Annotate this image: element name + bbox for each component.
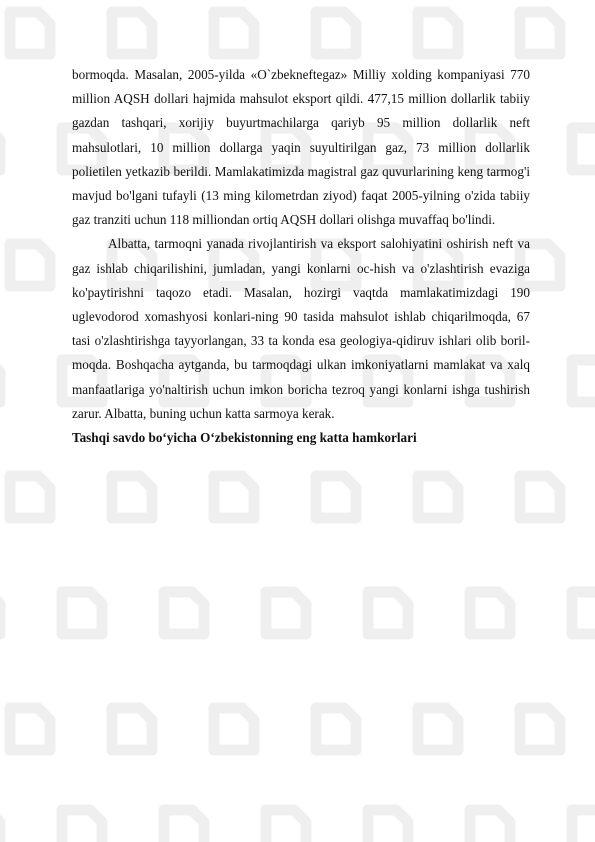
document-watermark-icon — [62, 592, 102, 634]
section-heading: Tashqi savdo bo‘yicha O‘zbekistonning eng katta hamkorlari — [72, 430, 417, 446]
document-watermark-icon — [112, 708, 152, 750]
document-watermark-icon — [470, 592, 510, 634]
document-watermark-icon — [266, 592, 306, 634]
document-watermark-icon — [418, 12, 458, 54]
document-watermark-icon — [520, 708, 560, 750]
body-paragraph-2: Albatta, tarmoqni yanada rivojlantirish va eksport salohiyatini oshirish neft va gaz ishlab chiqarilishini, jumladan, yangi konlarni oc-hish va o'zlashtirish evaziga ko'paytirishni taqozo etadi. Masalan, hozirgi vaqtda mamlakatimizdagi 190 uglevodorod xomashyosi konlari-ning 90 tasida mahsulot ishlab chiqarilmoqda, 67 tasi o'zlashtirishga tayyorlangan, 33 ta konda esa geologiya-qidiruv ishlari olib boril-moqda. Boshqacha aytganda, bu tarmoqdagi ulkan imkoniyatlarni mamlakat va xalq manfaatlariga yo'naltirish uchun imkon boricha tezroq yangi konlarni ishga tushirish zarur. Albatta, buning uchun katta sarmoya kerak. — [72, 236, 530, 421]
document-watermark-icon — [10, 12, 50, 54]
document-watermark-icon — [572, 810, 595, 842]
document-watermark-icon — [520, 12, 560, 54]
document-watermark-icon — [10, 476, 50, 518]
document-watermark-icon — [316, 708, 356, 750]
document-watermark-icon — [572, 360, 595, 402]
document-watermark-icon — [62, 810, 102, 842]
document-watermark-icon — [418, 476, 458, 518]
document-watermark-icon — [316, 476, 356, 518]
document-watermark-icon — [214, 12, 254, 54]
document-watermark-icon — [10, 708, 50, 750]
body-paragraph-1: bormoqda. Masalan, 2005-yilda «O`zbekneftegaz» Milliy xolding kompaniyasi 770 million AQSH dollari hajmida mahsulot eksport qildi. 477,15 million dollarlik tabiiy gazdan tashqari, xorijiy buyurtmachilarga qariyb 95 million dollarlik neft mahsulotlari, 10 million dollarga yaqin suyultirilgan gaz, 73 million dollarlik polietilen yetkazib berildi. Mamlakatimizda magistral gaz quvurlarining keng tarmog'i mavjud bo'lgani tufayli (13 ming kilometrdan ziyod) faqat 2005-yilning o'zida tabiiy gaz tranziti uchun 118 milliondan ortiq AQSH dollari olishga muvaffaq bo'lindi. — [72, 67, 530, 228]
document-watermark-icon — [112, 476, 152, 518]
document-watermark-icon — [470, 810, 510, 842]
document-watermark-icon — [572, 592, 595, 634]
document-watermark-icon — [214, 708, 254, 750]
document-watermark-icon — [164, 592, 204, 634]
document-watermark-icon — [214, 476, 254, 518]
document-watermark-icon — [572, 128, 595, 170]
document-watermark-icon — [10, 244, 50, 286]
document-watermark-icon — [418, 708, 458, 750]
document-watermark-icon — [368, 592, 408, 634]
document-watermark-icon — [164, 810, 204, 842]
document-watermark-icon — [112, 12, 152, 54]
document-watermark-icon — [316, 12, 356, 54]
document-page — [72, 63, 530, 450]
document-watermark-icon — [520, 476, 560, 518]
document-watermark-icon — [266, 810, 306, 842]
document-watermark-icon — [368, 810, 408, 842]
